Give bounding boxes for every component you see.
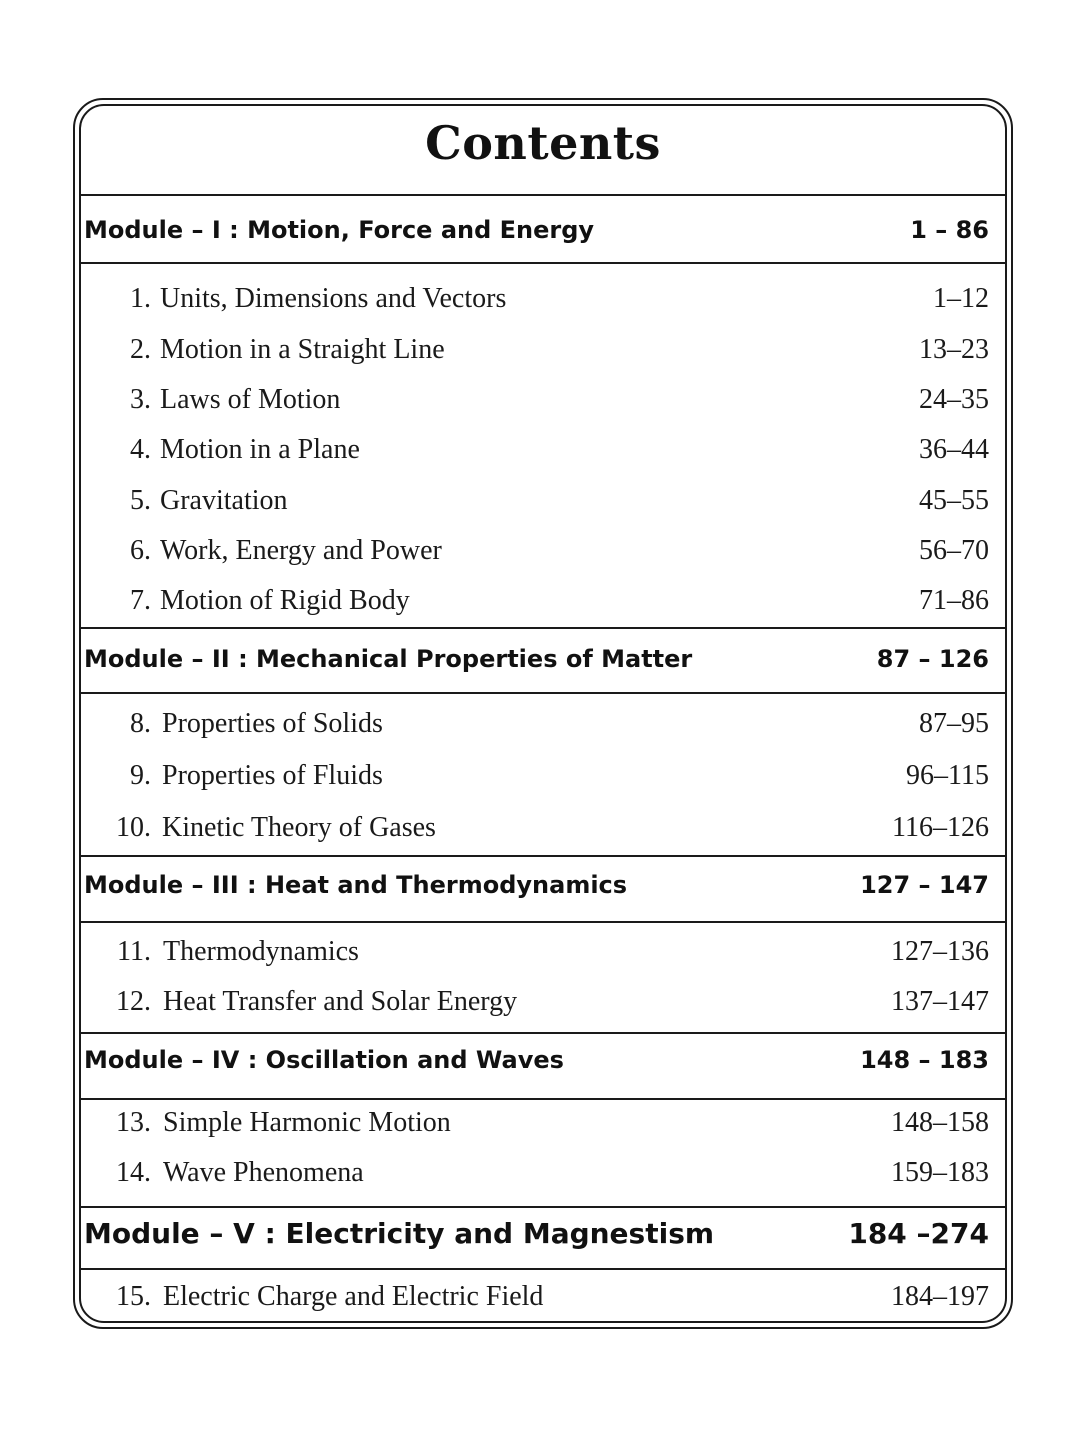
divider	[81, 1268, 1005, 1270]
chapter-number: 11.	[117, 936, 151, 967]
chapter-pages: 71–86	[919, 585, 989, 616]
chapter-number: 10.	[116, 812, 151, 843]
chapter-number: 15.	[116, 1281, 151, 1312]
chapter-pages: 184–197	[891, 1281, 989, 1312]
module-title: Module – IV : Oscillation and Waves	[84, 1046, 564, 1074]
chapter-pages: 137–147	[891, 986, 989, 1017]
chapter-pages: 24–35	[919, 384, 989, 415]
module-pages: 1 – 86	[910, 216, 989, 244]
module-pages: 184 –274	[848, 1217, 989, 1250]
chapter-pages: 87–95	[919, 708, 989, 739]
chapter-title: Properties of Solids	[162, 708, 383, 739]
chapter-title: Simple Harmonic Motion	[163, 1107, 451, 1138]
chapter-number: 9.	[130, 760, 151, 791]
chapter-pages: 127–136	[891, 936, 989, 967]
chapter-pages: 13–23	[919, 334, 989, 365]
divider	[81, 692, 1005, 694]
chapter-title: Gravitation	[160, 485, 288, 516]
chapter-pages: 56–70	[919, 535, 989, 566]
chapter-title: Motion in a Plane	[160, 434, 360, 465]
chapter-number: 3.	[130, 384, 151, 415]
page-title: Contents	[425, 116, 661, 170]
chapter-pages: 159–183	[891, 1157, 989, 1188]
chapter-title: Thermodynamics	[163, 936, 359, 967]
chapter-pages: 45–55	[919, 485, 989, 516]
divider	[81, 855, 1005, 857]
module-title: Module – I : Motion, Force and Energy	[84, 216, 595, 244]
module-pages: 148 – 183	[860, 1046, 989, 1074]
chapter-number: 6.	[130, 535, 151, 566]
chapter-title: Properties of Fluids	[162, 760, 383, 791]
chapter-pages: 116–126	[892, 812, 989, 843]
chapter-title: Motion of Rigid Body	[160, 585, 410, 616]
chapter-number: 7.	[130, 585, 151, 616]
module-title: Module – II : Mechanical Properties of Matter	[84, 645, 693, 673]
chapter-title: Laws of Motion	[160, 384, 341, 415]
chapter-number: 12.	[116, 986, 151, 1017]
chapter-number: 5.	[130, 485, 151, 516]
chapter-number: 1.	[130, 283, 151, 314]
chapter-title: Heat Transfer and Solar Energy	[163, 986, 518, 1017]
chapter-number: 4.	[130, 434, 151, 465]
divider	[81, 627, 1005, 629]
chapter-number: 2.	[130, 334, 151, 365]
chapter-title: Motion in a Straight Line	[160, 334, 445, 365]
contents-table	[79, 104, 1007, 1323]
chapter-pages: 148–158	[891, 1107, 989, 1138]
chapter-title: Work, Energy and Power	[160, 535, 442, 566]
divider	[81, 1098, 1005, 1100]
divider	[81, 1206, 1005, 1208]
chapter-pages: 36–44	[919, 434, 989, 465]
chapter-title: Kinetic Theory of Gases	[162, 812, 436, 843]
chapter-title: Units, Dimensions and Vectors	[160, 283, 507, 314]
divider	[81, 921, 1005, 923]
chapter-pages: 1–12	[933, 283, 989, 314]
divider	[81, 262, 1005, 264]
module-title: Module – V : Electricity and Magnestism	[84, 1217, 715, 1250]
module-title: Module – III : Heat and Thermodynamics	[84, 871, 628, 899]
chapter-number: 14.	[116, 1157, 151, 1188]
chapter-number: 13.	[116, 1107, 151, 1138]
divider	[81, 1032, 1005, 1034]
chapter-pages: 96–115	[906, 760, 989, 791]
divider	[81, 194, 1005, 196]
chapter-title: Wave Phenomena	[163, 1157, 364, 1188]
module-pages: 87 – 126	[876, 645, 989, 673]
module-pages: 127 – 147	[860, 871, 989, 899]
chapter-title: Electric Charge and Electric Field	[163, 1281, 544, 1312]
chapter-number: 8.	[130, 708, 151, 739]
